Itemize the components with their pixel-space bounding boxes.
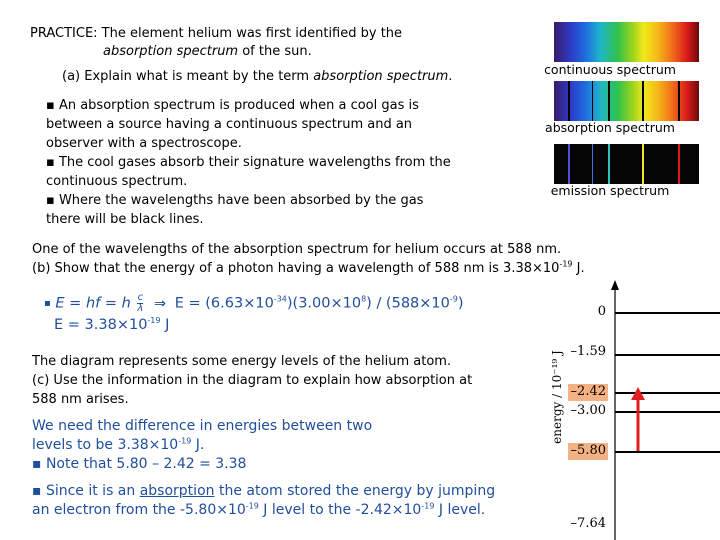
answer-a-line: ▪ Where the wavelengths have been absorbed by the gas	[46, 193, 424, 208]
formula-hf: hf	[85, 295, 101, 312]
formula-eq2: =	[100, 295, 122, 312]
question-b	[32, 240, 585, 278]
answer-a-line: ▪ An absorption spectrum is produced when a cool gas is	[46, 98, 419, 113]
energy-axis-arrowhead	[611, 280, 619, 290]
answer-c-line-2-prefix: levels to be 3.38×10	[32, 437, 179, 453]
question-b-line-2-prefix: (b) Show that the energy of a photon having a wavelength of 588 nm is 3.38×10	[32, 261, 560, 276]
answer-c-line-2	[32, 436, 495, 455]
answer-c-line-5-suffix: J level.	[434, 502, 486, 518]
answer-a-line: continuous spectrum.	[46, 174, 188, 189]
formula-eq1: =	[64, 295, 86, 312]
practice-line-2-italic: absorption spectrum	[103, 44, 239, 59]
formula-arrow: ⇒	[153, 295, 167, 312]
question-c	[32, 352, 472, 409]
formula-fraction	[137, 293, 143, 314]
formula-frac-num: c	[137, 292, 144, 303]
answer-c-line-5	[32, 501, 495, 520]
answer-c-line-5-sup2: -19	[421, 501, 435, 511]
question-c-line: 588 nm arises.	[32, 392, 129, 407]
energy-level-line	[615, 312, 720, 314]
formula-rhs-sup2: 8	[361, 294, 367, 304]
answer-a	[46, 96, 451, 229]
question-a-italic: absorption spectrum	[313, 69, 449, 84]
answer-c-line-4-underline: absorption	[139, 483, 215, 499]
practice-line-2	[103, 42, 312, 61]
practice-line-1: PRACTICE: The element helium was first identified by the	[30, 26, 403, 41]
answer-c-line-2-suffix: J.	[191, 437, 205, 453]
question-a	[62, 67, 452, 86]
continuous-spectrum-label: continuous spectrum	[544, 62, 676, 77]
answer-a-line: ▪ The cool gases absorb their signature wavelengths from the	[46, 155, 451, 170]
energy-level-label: –7.64	[570, 516, 606, 531]
absorption-spectrum-image	[554, 81, 699, 121]
formula-result-sup: -19	[147, 316, 161, 326]
formula-line	[44, 293, 464, 314]
question-c-line: (c) Use the information in the diagram to explain how absorption at	[32, 373, 473, 388]
question-a-suffix: .	[448, 69, 453, 84]
continuous-spectrum-image	[554, 22, 699, 62]
answer-c-line-3: ▪ Note that 5.80 – 2.42 = 3.38	[32, 456, 247, 472]
energy-level-label: –5.80	[570, 443, 606, 458]
energy-level-label: –1.59	[570, 344, 606, 359]
formula-frac-den: λ	[137, 303, 144, 314]
formula-e: E	[55, 295, 65, 312]
energy-level-label: –2.42	[570, 384, 606, 399]
answer-c-line-4	[32, 482, 495, 501]
formula-rhs-sup3: -9	[449, 294, 458, 304]
formula-result-text: E = 3.38×10	[54, 317, 148, 333]
answer-a-line: between a source having a continuous spectrum and an	[46, 117, 413, 132]
formula-result-unit: J	[160, 317, 170, 333]
question-b-line-1: One of the wavelengths of the absorption spectrum for helium occurs at 588 nm.	[32, 242, 562, 257]
formula-h: h	[121, 295, 131, 312]
question-a-prefix: (a) Explain what is meant by the term	[62, 69, 314, 84]
formula-rhs-mid2: ) / (588×10	[366, 295, 450, 312]
answer-c-line-4-prefix: ▪ Since it is an	[32, 483, 140, 499]
formula-rhs-end: )	[457, 295, 464, 312]
question-b-line-2-suffix: J.	[572, 261, 585, 276]
answer-c-line-5-mid: J level to the -2.42×10	[258, 502, 422, 518]
answer-c-line-1: We need the difference in energies between two	[32, 418, 373, 434]
energy-level-line	[615, 354, 720, 356]
answer-a-line: there will be black lines.	[46, 212, 204, 227]
formula-rhs-mid: )(3.00×10	[286, 295, 362, 312]
answer-c-line-2-sup: -19	[178, 436, 192, 446]
emission-spectrum-image	[554, 144, 699, 184]
energy-level-label: 0	[597, 304, 606, 319]
absorption-spectrum-label: absorption spectrum	[545, 120, 675, 135]
formula-result	[54, 317, 169, 333]
energy-axis-label: energy / 10⁻¹⁹ J	[550, 350, 564, 444]
formula-rhs-sup1: -34	[273, 294, 287, 304]
question-b-line-2-sup: -19	[559, 259, 573, 269]
answer-c-line-5-sup1: -19	[245, 501, 259, 511]
question-b-line-2	[32, 259, 585, 278]
answer-c	[32, 417, 495, 520]
answer-a-line: observer with a spectroscope.	[46, 136, 242, 151]
absorption-arrow	[628, 386, 648, 456]
practice-line-2-rest: of the sun.	[238, 44, 312, 59]
answer-c-line-4-suffix: the atom stored the energy by jumping	[214, 483, 496, 499]
energy-level-label: –3.00	[570, 403, 606, 418]
answer-c-line-5-prefix: an electron from the -5.80×10	[32, 502, 246, 518]
question-c-line: The diagram represents some energy levels of the helium atom.	[32, 354, 452, 369]
formula-rhs: E = (6.63×10	[174, 295, 274, 312]
formula-bullet: ▪	[44, 298, 51, 309]
emission-spectrum-label: emission spectrum	[550, 183, 670, 198]
